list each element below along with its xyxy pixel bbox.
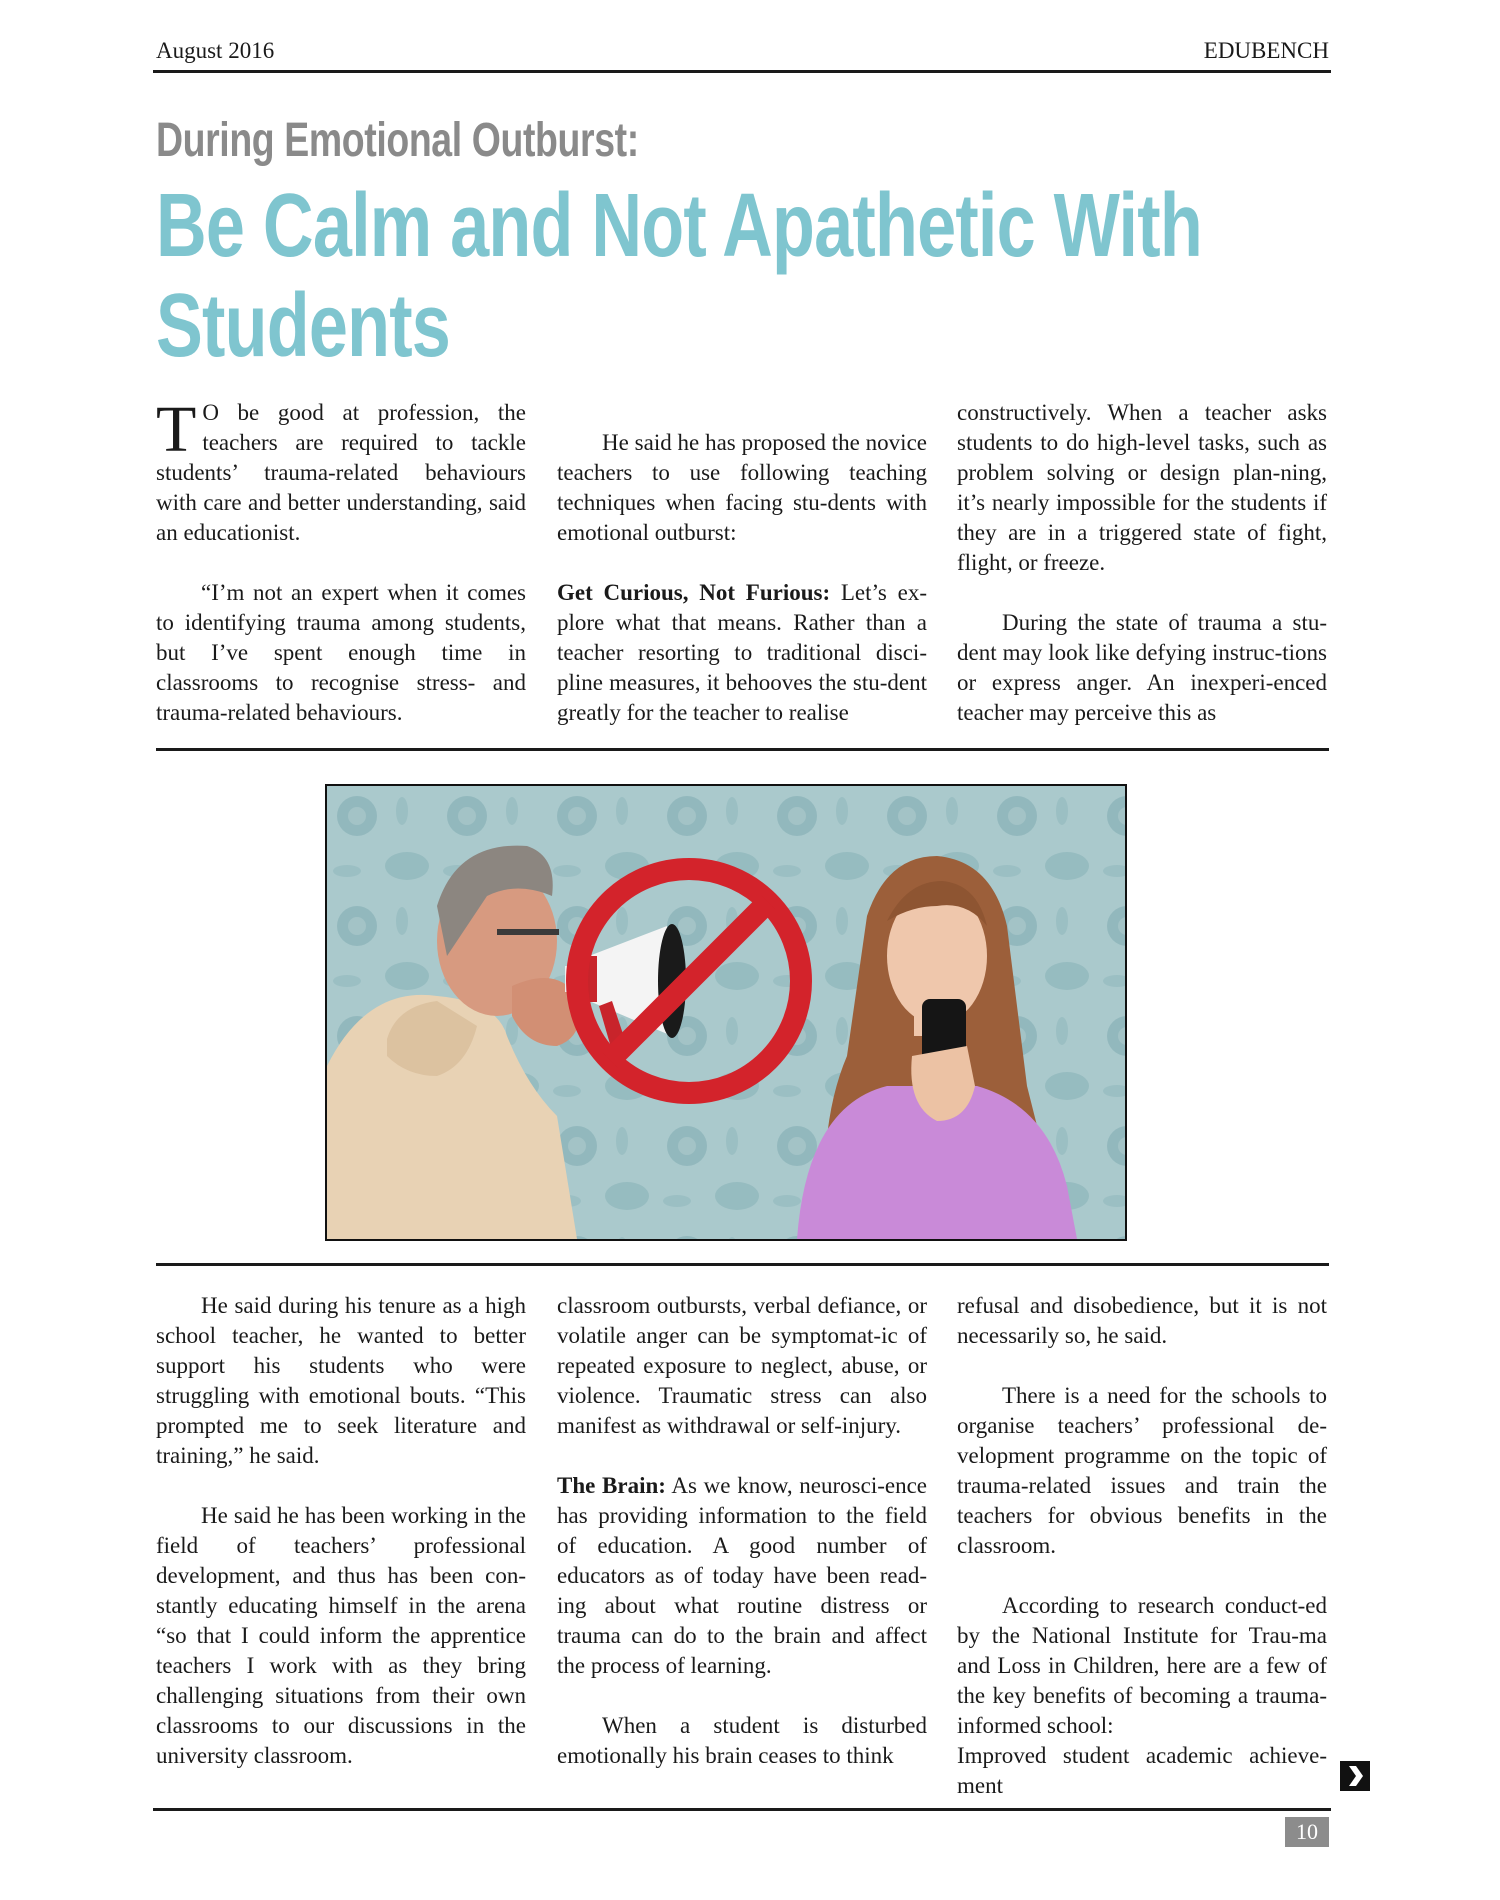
intro-paragraph: T O be good at profession, the teachers are required to tackle students’ trauma-related behaviours with care and better understanding, said an educationist. bbox=[156, 393, 526, 545]
subhead-the-brain: The Brain: bbox=[557, 1473, 666, 1498]
next-page-arrow-icon[interactable] bbox=[1340, 1761, 1370, 1791]
paragraph: refusal and disobedience, but it is not necessarily so, he said. bbox=[957, 1293, 1327, 1348]
paragraph-the-brain: The Brain: As we know, neurosci-ence has providing information to the field of education. A good number of educators as of today have been read-ing about what routine distress or trauma can do to the brain and affect the process of learning. bbox=[557, 1473, 927, 1678]
column-2-bottom bbox=[557, 1291, 927, 1771]
column-3-top bbox=[957, 398, 1327, 728]
paragraph-get-curious: Get Curious, Not Furious: Let’s ex-plore what that means. Rather than a teacher resorting to traditional disci-pline measures, it behooves the stu-dent greatly for the teacher to realise bbox=[557, 580, 927, 725]
issue-date: August 2016 bbox=[156, 38, 275, 63]
column-3-bottom bbox=[957, 1291, 1327, 1801]
section-rule bbox=[156, 748, 1329, 751]
paragraph: classroom outbursts, verbal defiance, or volatile anger can be symptomat-ic of repeated exposure to neglect, abuse, or violence. Traumatic stress can also manifest as withdrawal or self-injury. bbox=[557, 1293, 927, 1438]
drop-cap: T bbox=[156, 393, 197, 466]
article-title: Be Calm and Not Apathetic With Students bbox=[156, 176, 1202, 376]
section-rule bbox=[156, 1263, 1329, 1266]
header-rule bbox=[153, 70, 1331, 73]
paragraph: constructively. When a teacher asks students to do high-level tasks, such as problem solving or design plan-ning, it’s nearly impossible for the students if they are in a triggered state of fight, flight, or freeze. bbox=[957, 400, 1327, 575]
paragraph: When a student is disturbed emotionally his brain ceases to think bbox=[557, 1713, 927, 1768]
paragraph: “I’m not an expert when it comes to identifying trauma among students, but I’ve spent enough time in classrooms to recognise stress- and trauma-related behaviours. bbox=[156, 580, 526, 725]
paragraph: He said during his tenure as a high school teacher, he wanted to better support his students who were struggling with emotional bouts. “This prompted me to seek literature and training,” he said. bbox=[156, 1293, 526, 1468]
running-header bbox=[156, 38, 1329, 70]
magazine-name: EDUBENCH bbox=[1203, 38, 1329, 63]
page-number: 10 bbox=[1285, 1817, 1329, 1847]
paragraph: Improved student academic achieve-ment bbox=[957, 1743, 1327, 1798]
paragraph: He said he has proposed the novice teachers to use following teaching techniques when facing stu-dents with emotional outburst: bbox=[557, 430, 927, 545]
column-1-bottom bbox=[156, 1291, 526, 1771]
paragraph: According to research conduct-ed by the National Institute for Trau-ma and Loss in Children, here are a few of the key benefits of becoming a trauma-informed school: bbox=[957, 1593, 1327, 1738]
article-photo bbox=[325, 784, 1127, 1241]
paragraph: He said he has been working in the field of teachers’ professional development, and thus has been con-stantly educating himself in the arena “so that I could inform the apprentice teachers I work with as they bring challenging situations from their own classrooms to our discussions in the university classroom. bbox=[156, 1503, 526, 1768]
paragraph: During the state of trauma a stu-dent may look like defying instruc-tions or express anger. An inexperi-enced teacher may perceive this as bbox=[957, 610, 1327, 725]
footer-rule bbox=[153, 1808, 1331, 1811]
subhead-get-curious: Get Curious, Not Furious: bbox=[557, 580, 831, 605]
column-1-top bbox=[156, 393, 526, 728]
article-kicker: During Emotional Outburst: bbox=[156, 114, 639, 167]
column-2-top bbox=[557, 428, 927, 728]
paragraph: There is a need for the schools to organise teachers’ professional de-velopment programme on the topic of trauma-related issues and train the teachers for obvious benefits in the classroom. bbox=[957, 1383, 1327, 1558]
